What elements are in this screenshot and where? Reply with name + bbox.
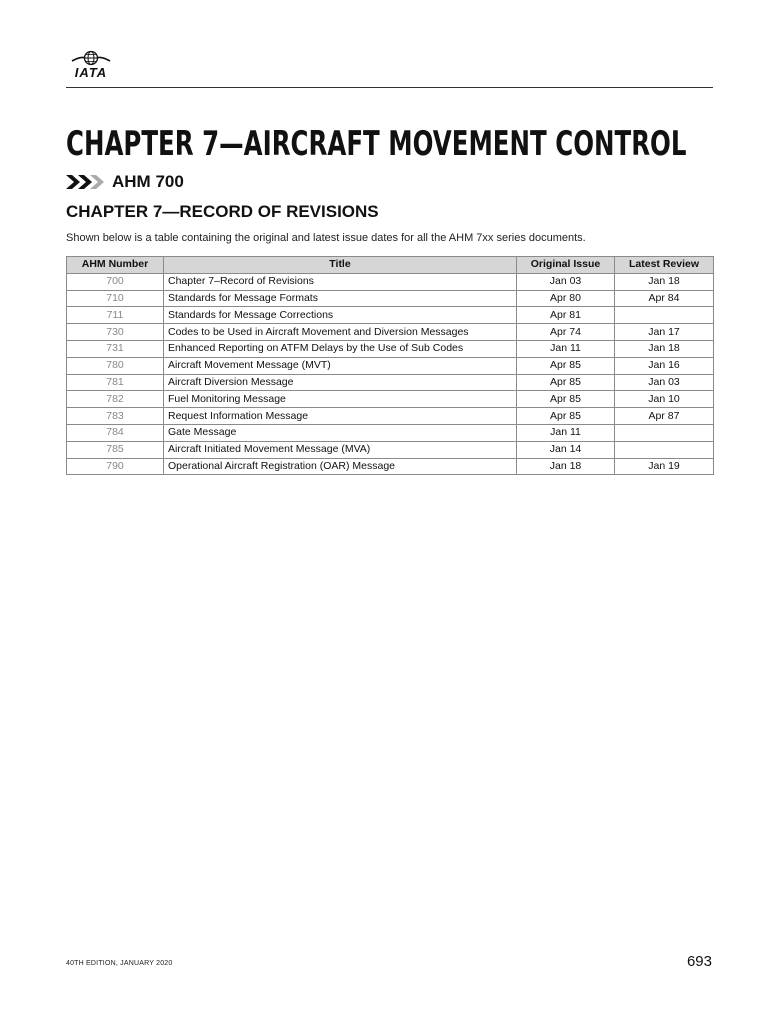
iata-logo bbox=[66, 50, 116, 82]
document-title: Standards for Message Corrections bbox=[164, 307, 517, 324]
chapter-title: CHAPTER 7—AIRCRAFT MOVEMENT CONTROL bbox=[66, 124, 687, 164]
table-row bbox=[67, 357, 714, 374]
document-title: Request Information Message bbox=[164, 408, 517, 425]
original-issue: Jan 11 bbox=[517, 340, 615, 357]
ahm-number: 730 bbox=[67, 324, 164, 341]
header-title: Title bbox=[164, 257, 517, 274]
ahm-number: 700 bbox=[67, 273, 164, 290]
table-row bbox=[67, 340, 714, 357]
latest-review: Jan 10 bbox=[615, 391, 714, 408]
table-row bbox=[67, 408, 714, 425]
document-title: Fuel Monitoring Message bbox=[164, 391, 517, 408]
latest-review bbox=[615, 424, 714, 441]
latest-review: Apr 87 bbox=[615, 408, 714, 425]
header-ahm-number: AHM Number bbox=[67, 257, 164, 274]
latest-review: Jan 18 bbox=[615, 273, 714, 290]
ahm-number: 711 bbox=[67, 307, 164, 324]
latest-review: Jan 17 bbox=[615, 324, 714, 341]
table-row bbox=[67, 424, 714, 441]
latest-review: Jan 16 bbox=[615, 357, 714, 374]
document-title: Standards for Message Formats bbox=[164, 290, 517, 307]
ahm-number: 790 bbox=[67, 458, 164, 475]
table-row bbox=[67, 374, 714, 391]
ahm-number: 731 bbox=[67, 340, 164, 357]
document-title: Gate Message bbox=[164, 424, 517, 441]
document-title: Aircraft Diversion Message bbox=[164, 374, 517, 391]
ahm-number: 785 bbox=[67, 441, 164, 458]
latest-review: Jan 18 bbox=[615, 340, 714, 357]
ahm-number: 710 bbox=[67, 290, 164, 307]
revisions-table bbox=[66, 256, 714, 475]
header-rule bbox=[66, 87, 713, 88]
table-row bbox=[67, 290, 714, 307]
ahm-number: 781 bbox=[67, 374, 164, 391]
ahm-number: 783 bbox=[67, 408, 164, 425]
original-issue: Jan 18 bbox=[517, 458, 615, 475]
original-issue: Apr 85 bbox=[517, 391, 615, 408]
document-title: Codes to be Used in Aircraft Movement and Diversion Messages bbox=[164, 324, 517, 341]
page-number: 693 bbox=[686, 953, 712, 970]
latest-review bbox=[615, 441, 714, 458]
table-row bbox=[67, 458, 714, 475]
document-title: Operational Aircraft Registration (OAR) Message bbox=[164, 458, 517, 475]
original-issue: Apr 74 bbox=[517, 324, 615, 341]
ahm-number: 780 bbox=[67, 357, 164, 374]
latest-review: Jan 03 bbox=[615, 374, 714, 391]
header-original-issue: Original Issue bbox=[517, 257, 615, 274]
original-issue: Apr 85 bbox=[517, 357, 615, 374]
double-chevron-icon bbox=[66, 173, 106, 191]
logo-text: IATA bbox=[74, 65, 108, 80]
table-row bbox=[67, 441, 714, 458]
original-issue: Apr 81 bbox=[517, 307, 615, 324]
document-title: Chapter 7–Record of Revisions bbox=[164, 273, 517, 290]
ahm-heading bbox=[66, 170, 184, 194]
header-latest-review: Latest Review bbox=[615, 257, 714, 274]
latest-review: Jan 19 bbox=[615, 458, 714, 475]
edition-footer: 40TH EDITION, JANUARY 2020 bbox=[66, 960, 173, 967]
table-row bbox=[67, 273, 714, 290]
intro-text: Shown below is a table containing the original and latest issue dates for all the AHM 7xx series documents. bbox=[66, 232, 586, 244]
table-header-row bbox=[67, 257, 714, 274]
latest-review: Apr 84 bbox=[615, 290, 714, 307]
section-title: CHAPTER 7—RECORD OF REVISIONS bbox=[66, 202, 379, 221]
table-row bbox=[67, 307, 714, 324]
original-issue: Apr 80 bbox=[517, 290, 615, 307]
original-issue: Jan 11 bbox=[517, 424, 615, 441]
ahm-number: 782 bbox=[67, 391, 164, 408]
table-row bbox=[67, 324, 714, 341]
original-issue: Jan 03 bbox=[517, 273, 615, 290]
latest-review bbox=[615, 307, 714, 324]
original-issue: Apr 85 bbox=[517, 408, 615, 425]
ahm-number: 784 bbox=[67, 424, 164, 441]
document-title: Aircraft Movement Message (MVT) bbox=[164, 357, 517, 374]
globe-icon bbox=[66, 50, 116, 66]
ahm-number-label: AHM 700 bbox=[112, 172, 184, 191]
document-title: Enhanced Reporting on ATFM Delays by the Use of Sub Codes bbox=[164, 340, 517, 357]
table-row bbox=[67, 391, 714, 408]
original-issue: Jan 14 bbox=[517, 441, 615, 458]
original-issue: Apr 85 bbox=[517, 374, 615, 391]
document-title: Aircraft Initiated Movement Message (MVA) bbox=[164, 441, 517, 458]
